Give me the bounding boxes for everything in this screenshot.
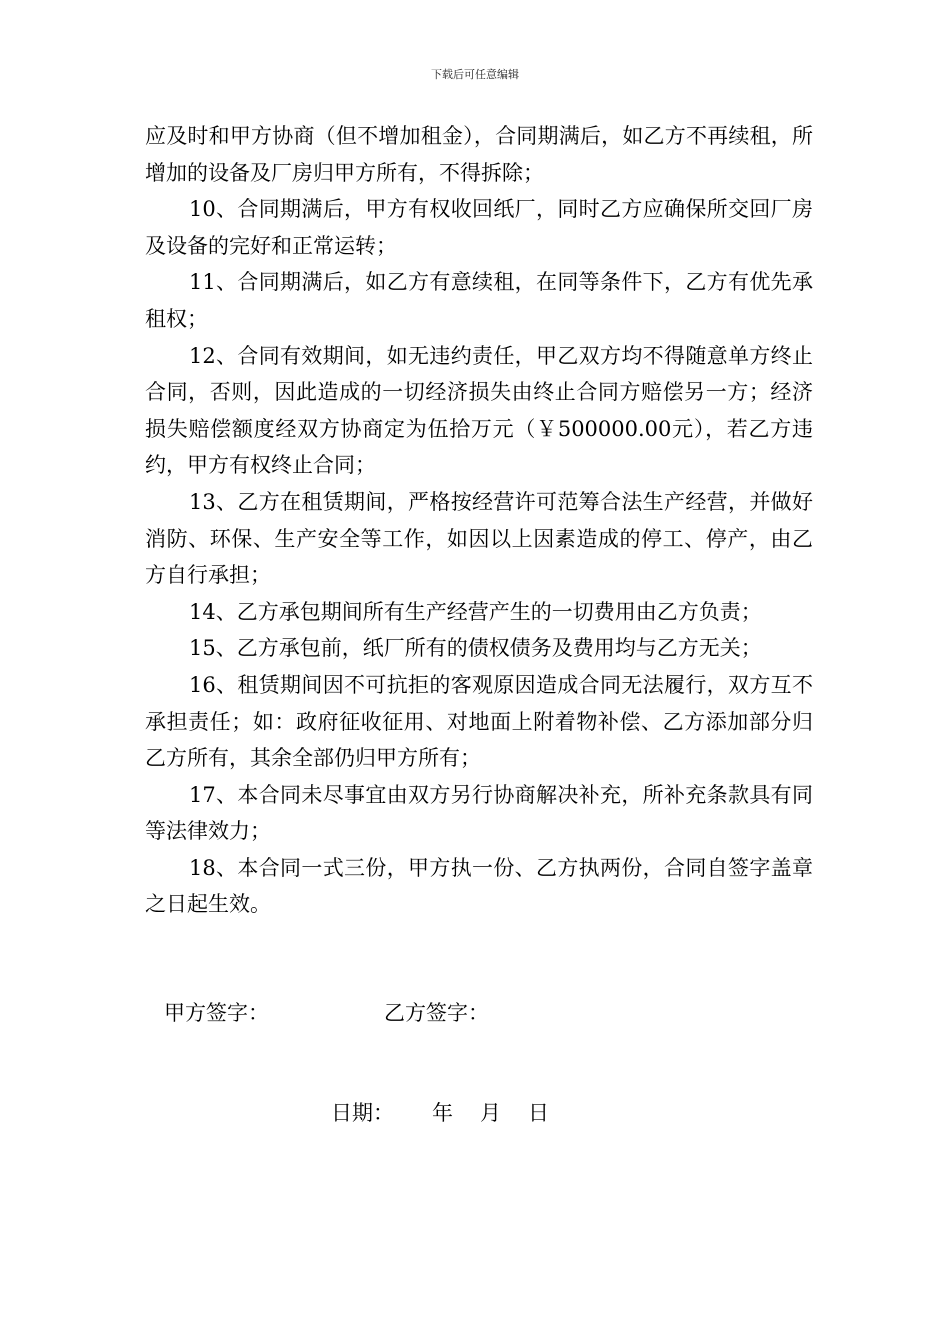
date-day-label: 日 [528, 1101, 549, 1125]
clause-16: 16、租赁期间因不可抗拒的客观原因造成合同无法履行，双方互不承担责任；如：政府征收征用、对地面上附着物补偿、乙方添加部分归乙方所有，其余全部仍归甲方所有； [145, 672, 813, 771]
date-month-label: 月 [480, 1101, 501, 1125]
clause-12: 12、合同有效期间，如无违约责任，甲乙双方均不得随意单方终止合同，否则，因此造成的一切经济损失由终止合同方赔偿另一方；经济损失赔偿额度经双方协商定为伍拾万元（￥500000.00元），若乙方违约，甲方有权终止合同； [145, 343, 813, 478]
clause-17: 17、本合同未尽事宜由双方另行协商解决补充，所补充条款具有同等法律效力； [145, 782, 813, 844]
contract-body [145, 118, 813, 923]
date-year-label: 年 [432, 1101, 453, 1125]
clause-11: 11、合同期满后，如乙方有意续租，在同等条件下，乙方有优先承租权； [145, 270, 813, 331]
page-header: 下载后可任意编辑 [431, 68, 519, 81]
date-line [331, 1097, 549, 1127]
clause-15: 15、乙方承包前，纸厂所有的债权债务及费用均与乙方无关； [189, 636, 762, 661]
clause-continuation: 应及时和甲方协商（但不增加租金），合同期满后，如乙方不再续租，所增加的设备及厂房归甲方所有，不得拆除； [145, 124, 813, 185]
date-label: 日期： [331, 1101, 394, 1125]
clause-10: 10、合同期满后，甲方有权收回纸厂，同时乙方应确保所交回厂房及设备的完好和正常运转； [145, 197, 813, 258]
clause-14: 14、乙方承包期间所有生产经营产生的一切费用由乙方负责； [189, 599, 762, 624]
party-a-signature-label: 甲方签字： [164, 1001, 269, 1025]
party-b-signature-label: 乙方签字： [384, 1001, 489, 1025]
clause-18: 18、本合同一式三份，甲方执一份、乙方执两份，合同自签字盖章之日起生效。 [145, 855, 813, 917]
clause-13: 13、乙方在租赁期间，严格按经营许可范筹合法生产经营，并做好消防、环保、生产安全等工作，如因以上因素造成的停工、停产，由乙方自行承担； [145, 489, 813, 588]
